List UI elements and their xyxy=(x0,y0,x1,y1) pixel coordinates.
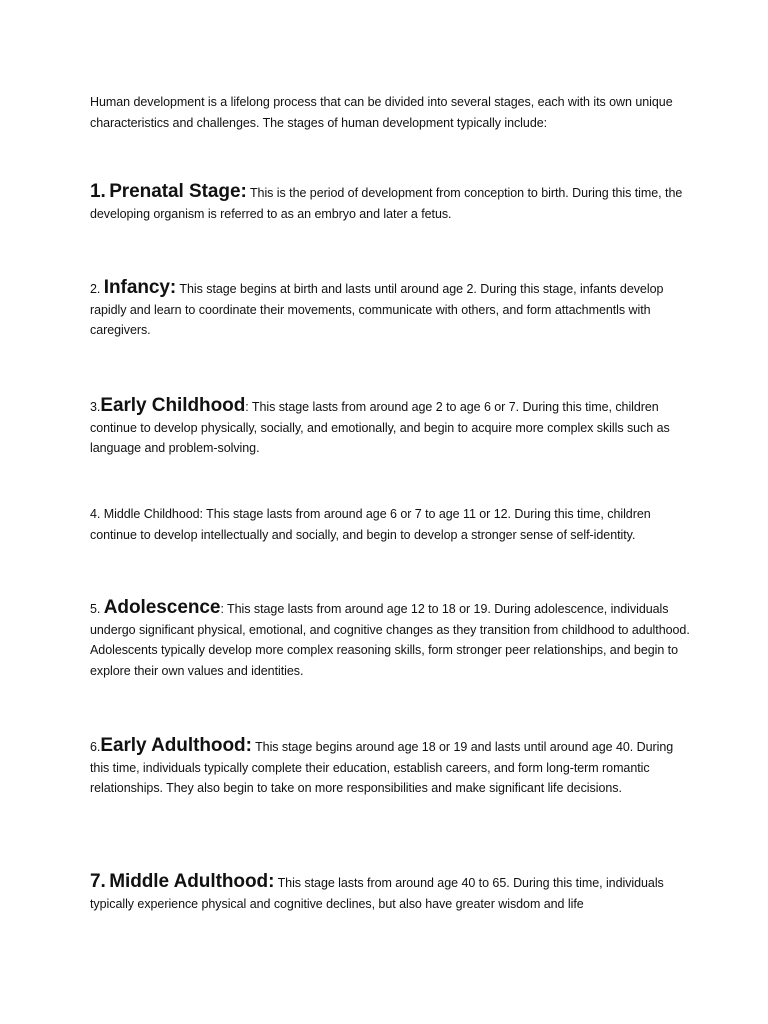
stage-2-text: This stage begins at birth and lasts until around age 2. During this stage, infants develop rapidly and learn to coordinate their movements, communicate with others, and form attachmentls with caregivers. xyxy=(90,282,664,337)
stage-6-paragraph xyxy=(90,736,690,799)
stage-1-paragraph xyxy=(90,182,690,224)
stage-7-paragraph xyxy=(90,872,690,914)
stage-1-title: Prenatal Stage: xyxy=(109,181,247,202)
intro-text: Human development is a lifelong process that can be divided into several stages, each with its own unique characteristics and challenges. The stages of human development typically include: xyxy=(90,95,673,130)
stage-2-number: 2. xyxy=(90,282,101,296)
stage-3-text: : This stage lasts from around age 2 to age 6 or 7. During this time, children continue to develop physically, socially, and emotionally, and begin to acquire more complex skills such as language and problem-solving. xyxy=(90,400,670,455)
stage-4-paragraph xyxy=(90,504,690,545)
stage-6-text: This stage begins around age 18 or 19 and lasts until around age 40. During this time, individuals typically complete their education, establish careers, and form long-term romantic relationships. They also begin to take on more responsibilities and make significant life decisions. xyxy=(90,740,674,795)
stage-6-title: Early Adulthood: xyxy=(100,735,252,756)
stage-5-text: : This stage lasts from around age 12 to 18 or 19. During adolescence, individuals undergo significant physical, emotional, and cognitive changes as they transition from childhood to adulthood. Adolescents typically develop more complex reasoning skills, form stronger peer relationships, and begin to explore their own values and identities. xyxy=(90,602,690,678)
stage-1-number: 1. xyxy=(90,181,106,202)
stage-5-paragraph xyxy=(90,598,690,681)
stage-7-number: 7. xyxy=(90,871,106,892)
stage-3-number: 3. xyxy=(90,400,101,414)
intro-paragraph xyxy=(90,92,690,133)
stage-4-text: 4. Middle Childhood: This stage lasts from around age 6 or 7 to age 11 or 12. During this time, children continue to develop intellectually and socially, and begin to develop a stronger sense of self-identity. xyxy=(90,507,651,542)
stage-5-number: 5. xyxy=(90,602,101,616)
stage-5-title: Adolescence xyxy=(103,597,221,618)
stage-7-title: Middle Adulthood: xyxy=(109,871,275,892)
stage-1-text: This is the period of development from conception to birth. During this time, the developing organism is referred to as an embryo and later a fetus. xyxy=(90,186,683,221)
stage-3-title: Early Childhood xyxy=(100,395,246,416)
stage-2-title: Infancy: xyxy=(103,277,177,298)
stage-7-text: This stage lasts from around age 40 to 65. During this time, individuals typically experience physical and cognitive declines, but also have greater wisdom and life xyxy=(90,876,664,911)
stage-2-paragraph xyxy=(90,278,690,341)
stage-6-number: 6. xyxy=(90,740,101,754)
stage-3-paragraph xyxy=(90,396,690,459)
